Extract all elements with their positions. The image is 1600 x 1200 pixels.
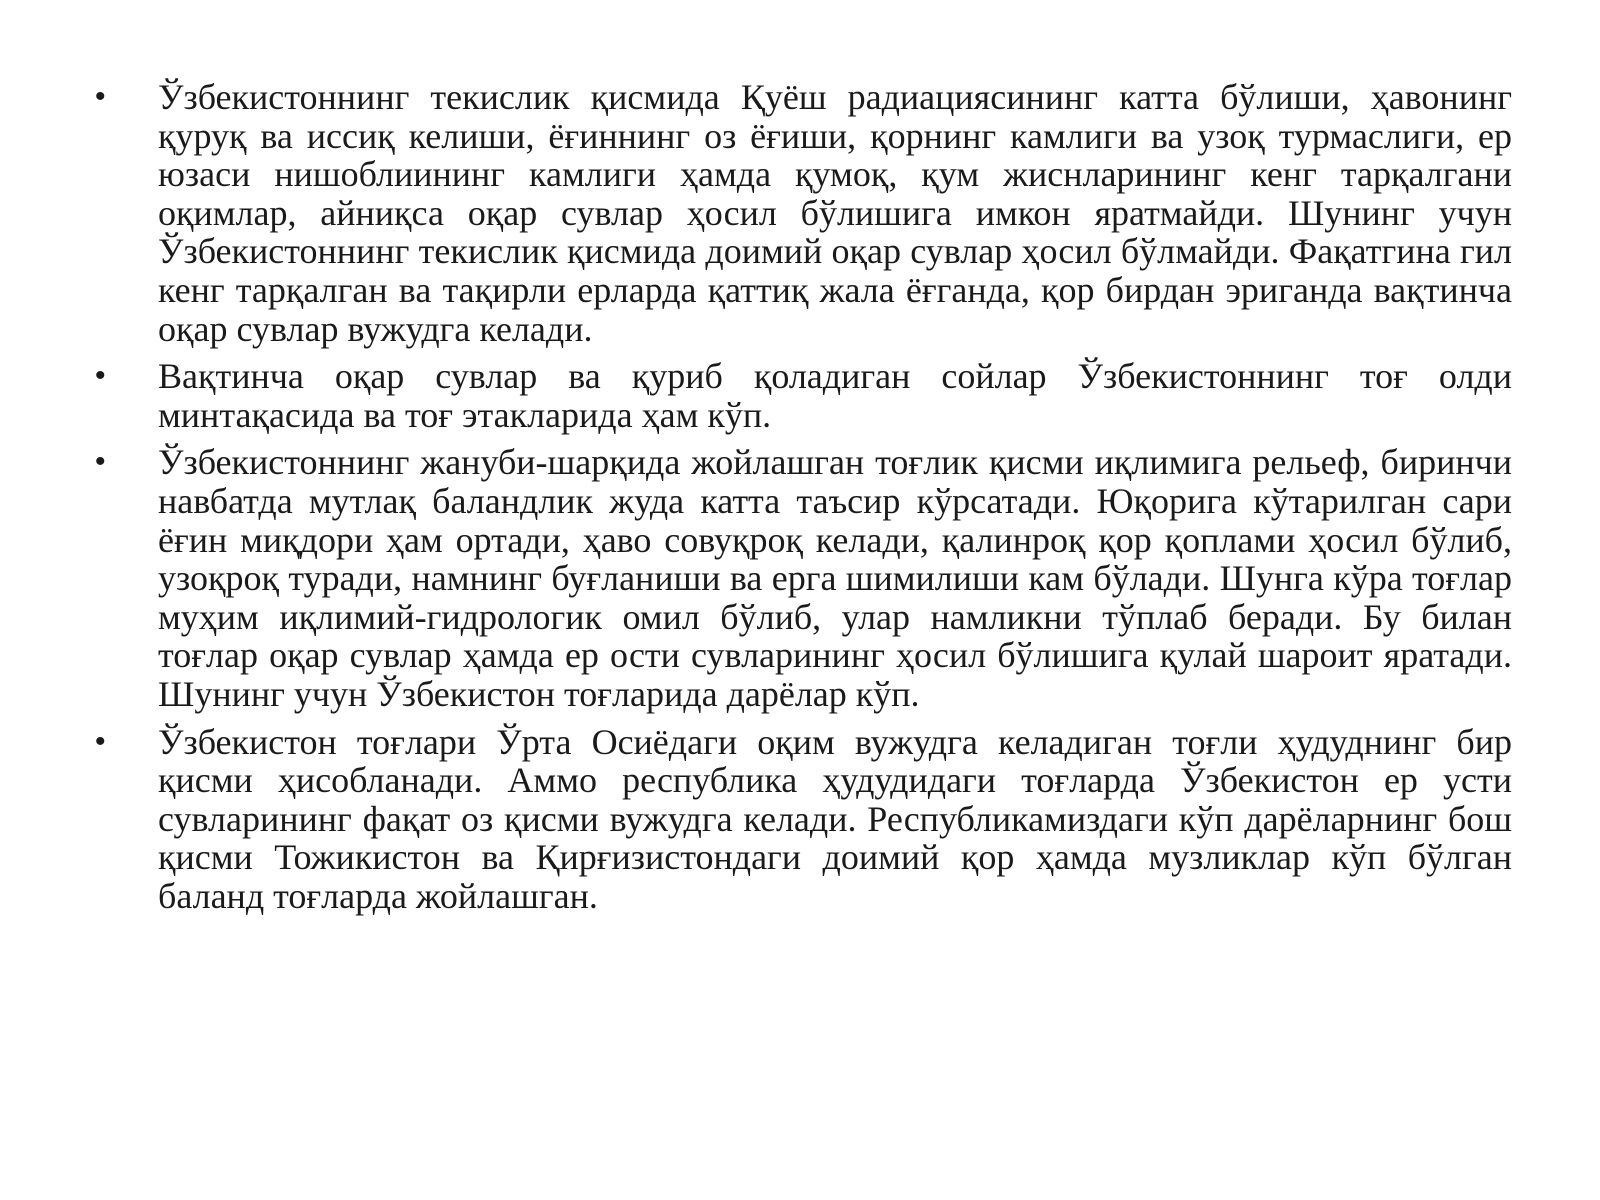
bullet-item-1 [88,78,1512,348]
bullet-item-3 [88,443,1512,713]
bullet-text: Ўзбекистоннинг текислик қисмида Қуёш радиациясининг катта бўлиши, ҳавонинг қуруқ ва иссиқ келиши, ёғиннинг оз ёғиши, қорнинг камлиги ва узоқ турмаслиги, ер юзаси нишоблиининг камлиги ҳамда қумоқ, қум жиснларининг кенг тарқалгани оқимлар, айниқса оқар сувлар ҳосил бўлишига имкон яратмайди. Шунинг учун Ўзбекистоннинг текислик қисмида доимий оқар сувлар ҳосил бўлмайди. Фақатгина гил кенг тарқалган ва тақирли ерларда қаттиқ жала ёғганда, қор бирдан эриганда вақтинча оқар сувлар вужудга келади. [158,77,1512,349]
bullet-text: Ўзбекистон тоғлари Ўрта Осиёдаги оқим вужудга келадиган тоғли ҳудуднинг бир қисми ҳисобланади. Аммо республика ҳудудидаги тоғларда Ўзбекистон ер усти сувларининг фақат оз қисми вужудга келади. Республикамиздаги кўп дарёларнинг бош қисми Тожикистон ва Қирғизистондаги доимий қор ҳамда музликлар кўп бўлган баланд тоғларда жойлашган. [158,721,1512,916]
bullet-dot-icon: • [95,445,106,479]
bullet-dot-icon: • [95,359,106,393]
bullet-dot-icon: • [95,80,106,113]
bullet-dot-icon: • [95,724,106,758]
bullet-text: Вақтинча оқар сувлар ва қуриб қоладиган сойлар Ўзбекистоннинг тоғ олди минтақасида ва тоғ этакларида ҳам кўп. [158,356,1512,435]
bullet-list [88,78,1512,924]
bullet-item-2 [88,357,1512,434]
bullet-item-4 [88,723,1512,916]
bullet-text: Ўзбекистоннинг жануби-шарқида жойлашган тоғлик қисми иқлимига рельеф, биринчи навбатда мутлақ баландлик жуда катта таъсир кўрсатади. Юқорига кўтарилган сари ёғин миқдори ҳам ортади, ҳаво совуқроқ келади, қалинроқ қор қоплами ҳосил бўлиб, узоқроқ туради, намнинг буғланиши ва ерга шимилиши кам бўлади. Шунга кўра тоғлар муҳим иқлимий-гидрологик омил бўлиб, улар намликни тўплаб беради. Бу билан тоғлар оқар сувлар ҳамда ер ости сувларининг ҳосил бўлишига қулай шароит яратади. Шунинг учун Ўзбекистон тоғларида дарёлар кўп. [158,442,1512,714]
